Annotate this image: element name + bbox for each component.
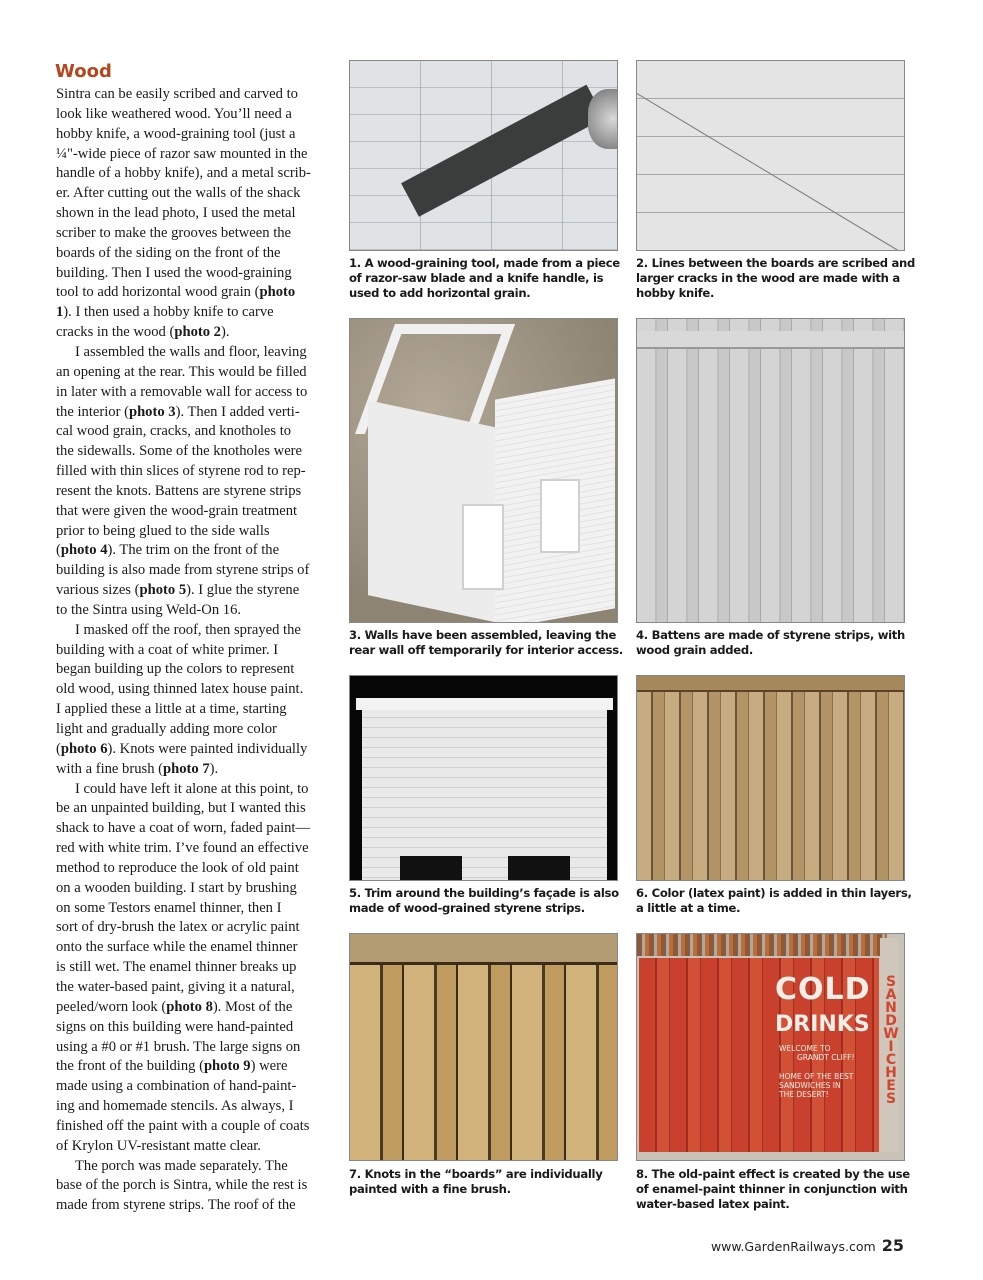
body-text: on some Testors enamel thinner, then I <box>56 899 282 916</box>
body-text: I could have left it alone at this point, to <box>75 780 309 797</box>
body-line <box>56 363 338 383</box>
body-line <box>56 1137 338 1157</box>
body-text: ). Knots were painted individually <box>107 740 308 757</box>
body-text: building with a coat of white primer. I <box>56 641 279 658</box>
caption-line: larger cracks in the wood are made with a <box>636 271 900 285</box>
body-text: ). The trim on the front of the <box>107 542 280 559</box>
body-text: boards of the siding on the front of the <box>56 244 281 261</box>
caption-photo-5 <box>349 886 619 916</box>
photo-reference: photo 5 <box>139 582 187 599</box>
caption-line: 3. Walls have been assembled, leaving the <box>349 628 617 642</box>
caption-line: 5. Trim around the building’s façade is also <box>349 886 619 900</box>
body-text: is still wet. The enamel thinner breaks up <box>56 959 297 976</box>
body-line <box>56 581 338 601</box>
body-text: be an unpainted building, but I wanted this <box>56 800 306 817</box>
body-text: old wood, using thinned latex house paint. <box>56 681 304 698</box>
body-line <box>56 680 338 700</box>
caption-photo-2 <box>636 256 915 301</box>
sign-drinks: DRINKS <box>775 1012 870 1037</box>
body-text: made using a combination of hand-paint- <box>56 1078 297 1095</box>
body-text: ) were <box>250 1058 288 1075</box>
body-text: building is also made from styrene strips of <box>56 562 310 579</box>
body-text: base of the porch is Sintra, while the rest is <box>56 1177 308 1194</box>
page-number: 25 <box>881 1236 904 1255</box>
body-line <box>56 403 338 423</box>
photo-reference: 1 <box>56 304 64 321</box>
body-text: prior to being glued to the side walls <box>56 522 270 539</box>
body-line <box>56 561 338 581</box>
photo-5-facade-trim <box>349 675 618 881</box>
body-line <box>56 978 338 998</box>
body-line <box>56 204 338 224</box>
body-line <box>56 859 338 879</box>
caption-photo-4 <box>636 628 905 658</box>
sign-welcome: WELCOME TO GRANDT CLIFF! <box>779 1044 855 1062</box>
body-text: an opening at the rear. This would be filled <box>56 363 307 380</box>
body-text: er. After cutting out the walls of the shack <box>56 185 301 202</box>
caption-line: 6. Color (latex paint) is added in thin layers, <box>636 886 912 900</box>
body-line <box>56 899 338 919</box>
caption-line: 7. Knots in the “boards” are individually <box>349 1167 603 1181</box>
body-line <box>56 541 338 561</box>
caption-line: hobby knife. <box>636 286 715 300</box>
body-text: ing and homemade stencils. As always, I <box>56 1098 294 1115</box>
body-line <box>56 422 338 442</box>
body-text: made from styrene strips. The roof of the <box>56 1197 296 1214</box>
body-line <box>56 244 338 264</box>
photo-reference: photo 3 <box>128 403 176 420</box>
body-line <box>56 700 338 720</box>
body-text: ). <box>220 324 230 341</box>
body-text: method to reproduce the look of old paint <box>56 859 299 876</box>
body-line <box>56 780 338 800</box>
body-line <box>56 1157 338 1177</box>
body-line <box>56 502 338 522</box>
corrugated-roof <box>637 934 887 956</box>
body-line <box>56 383 338 403</box>
body-line <box>56 1176 338 1196</box>
body-text: ( <box>56 740 61 757</box>
body-text: red with white trim. I’ve found an effective <box>56 840 309 857</box>
caption-line: 2. Lines between the boards are scribed and <box>636 256 915 270</box>
body-line <box>56 740 338 760</box>
body-text: the interior ( <box>56 403 129 420</box>
sign-cold: COLD <box>775 972 871 1007</box>
body-line <box>56 145 338 165</box>
body-text: ). Most of the <box>212 998 293 1015</box>
sign-home: HOME OF THE BEST SANDWICHES IN THE DESERT! <box>779 1072 854 1099</box>
body-line <box>56 799 338 819</box>
body-line <box>56 760 338 780</box>
body-line <box>56 641 338 661</box>
body-line <box>56 720 338 740</box>
body-text: sort of dry-brush the latex or acrylic paint <box>56 919 300 936</box>
caption-photo-3 <box>349 628 623 658</box>
body-text: finished off the paint with a couple of coats <box>56 1117 310 1134</box>
body-line <box>56 1038 338 1058</box>
body-line <box>56 1018 338 1038</box>
body-text: hobby knife, a wood-graining tool (just a <box>56 125 296 142</box>
body-text: tool to add horizontal wood grain ( <box>56 284 260 301</box>
body-text: the water-based paint, giving it a natural, <box>56 978 295 995</box>
body-line <box>56 323 338 343</box>
photo-reference: photo 8 <box>166 998 213 1015</box>
body-line <box>56 1196 338 1216</box>
caption-line: wood grain added. <box>636 643 753 657</box>
body-text: cracks in the wood ( <box>56 324 175 341</box>
photo-3-assembled-walls <box>349 318 618 623</box>
body-text: in later with a removable wall for access to <box>56 383 308 400</box>
body-text: handle of a hobby knife), and a metal scrib- <box>56 165 311 182</box>
body-line <box>56 303 338 323</box>
body-text: light and gradually adding more color <box>56 721 277 737</box>
photo-reference: photo 9 <box>203 1058 251 1075</box>
body-line <box>56 660 338 680</box>
body-text: resent the knots. Battens are styrene strips <box>56 482 302 499</box>
body-text: on a wooden building. I start by brushing <box>56 879 297 896</box>
body-text: I assembled the walls and floor, leaving <box>75 343 307 360</box>
photo-reference: photo 7 <box>163 760 210 777</box>
body-line <box>56 164 338 184</box>
body-text: peeled/worn look ( <box>56 998 167 1015</box>
body-text: onto the surface while the enamel thinner <box>56 939 298 956</box>
body-line <box>56 462 338 482</box>
body-line <box>56 621 338 641</box>
body-line <box>56 839 338 859</box>
body-text: The porch was made separately. The <box>75 1157 288 1174</box>
body-line <box>56 879 338 899</box>
photo-reference: photo 4 <box>60 542 108 559</box>
body-text: ¼"-wide piece of razor saw mounted in the <box>56 145 308 162</box>
caption-line: made of wood-grained styrene strips. <box>349 901 585 915</box>
photo-reference: photo 6 <box>60 740 108 757</box>
caption-line: of enamel-paint thinner in conjunction with <box>636 1182 908 1196</box>
body-line <box>56 224 338 244</box>
body-text: began building up the colors to represent <box>56 661 295 678</box>
body-text: ). <box>209 760 219 777</box>
body-line <box>56 105 338 125</box>
body-text: I masked off the roof, then sprayed the <box>75 621 301 638</box>
body-line <box>56 819 338 839</box>
body-line <box>56 283 338 303</box>
sign-sandwiches-vertical: SANDWICHES <box>883 974 899 1104</box>
body-line <box>56 1097 338 1117</box>
caption-photo-8 <box>636 1167 910 1212</box>
photo-4-battens <box>636 318 905 623</box>
body-text: that were given the wood-grain treatment <box>56 502 298 519</box>
body-line <box>56 1077 338 1097</box>
body-text: the front of the building ( <box>56 1058 204 1075</box>
body-line <box>56 938 338 958</box>
body-text: signs on this building were hand-painted <box>56 1018 294 1035</box>
photo-6-latex-color <box>636 675 905 881</box>
body-text: ). I then used a hobby knife to carve <box>63 304 274 321</box>
body-text: ). I glue the styrene <box>186 582 300 599</box>
body-line <box>56 442 338 462</box>
body-text: Sintra can be easily scribed and carved to <box>56 86 298 102</box>
caption-line: rear wall off temporarily for interior access. <box>349 643 623 657</box>
body-line <box>56 522 338 542</box>
body-line <box>56 343 338 363</box>
knife-handle <box>588 89 618 149</box>
body-line <box>56 184 338 204</box>
caption-photo-1 <box>349 256 620 301</box>
body-line <box>56 918 338 938</box>
body-text: various sizes ( <box>56 582 140 599</box>
article-body <box>56 85 338 1216</box>
caption-line: a little at a time. <box>636 901 741 915</box>
body-text: shack to have a coat of worn, faded paint— <box>56 820 311 837</box>
photo-reference: photo <box>259 284 296 301</box>
body-text: look like weathered wood. You’ll need a <box>56 105 292 122</box>
body-line <box>56 264 338 284</box>
body-text: ). Then I added verti- <box>175 403 300 420</box>
body-line <box>56 998 338 1018</box>
body-text: to the Sintra using Weld-On 16. <box>56 601 242 618</box>
photo-1-wood-graining-tool <box>349 60 618 251</box>
body-text: cal wood grain, cracks, and knotholes to <box>56 423 292 440</box>
caption-line: painted with a fine brush. <box>349 1182 511 1196</box>
caption-line: 4. Battens are made of styrene strips, with <box>636 628 905 642</box>
body-text: building. Then I used the wood-graining <box>56 264 292 281</box>
caption-line: 1. A wood-graining tool, made from a piece <box>349 256 620 270</box>
caption-photo-7 <box>349 1167 603 1197</box>
body-line <box>56 85 338 105</box>
body-text: the sidewalls. Some of the knotholes were <box>56 443 303 460</box>
caption-line: of razor-saw blade and a knife handle, is <box>349 271 604 285</box>
body-line <box>56 1117 338 1137</box>
body-line <box>56 482 338 502</box>
body-text: with a fine brush ( <box>56 760 163 777</box>
caption-photo-6 <box>636 886 912 916</box>
body-text: shown in the lead photo, I used the metal <box>56 205 296 222</box>
photo-2-scribed-lines <box>636 60 905 251</box>
body-line <box>56 1057 338 1077</box>
body-line <box>56 958 338 978</box>
body-line <box>56 601 338 621</box>
caption-line: water-based latex paint. <box>636 1197 790 1211</box>
body-text: using a #0 or #1 brush. The large signs on <box>56 1038 301 1055</box>
body-text: scriber to make the grooves between the <box>56 224 292 241</box>
photo-reference: photo 2 <box>174 324 221 341</box>
body-line <box>56 125 338 145</box>
website-url: www.GardenRailways.com <box>710 1239 876 1254</box>
body-text: of Krylon UV-resistant matte clear. <box>56 1137 261 1154</box>
photo-7-painted-knots <box>349 933 618 1161</box>
body-text: ( <box>56 542 61 559</box>
caption-line: 8. The old-paint effect is created by the use <box>636 1167 910 1181</box>
body-text: I applied these a little at a time, starting <box>56 701 287 718</box>
photo-8-old-paint-shack <box>636 933 905 1161</box>
body-text: filled with thin slices of styrene rod to rep- <box>56 463 306 480</box>
page-footer <box>711 1236 904 1255</box>
caption-line: used to add horizontal grain. <box>349 286 531 300</box>
section-heading: Wood <box>55 61 112 82</box>
